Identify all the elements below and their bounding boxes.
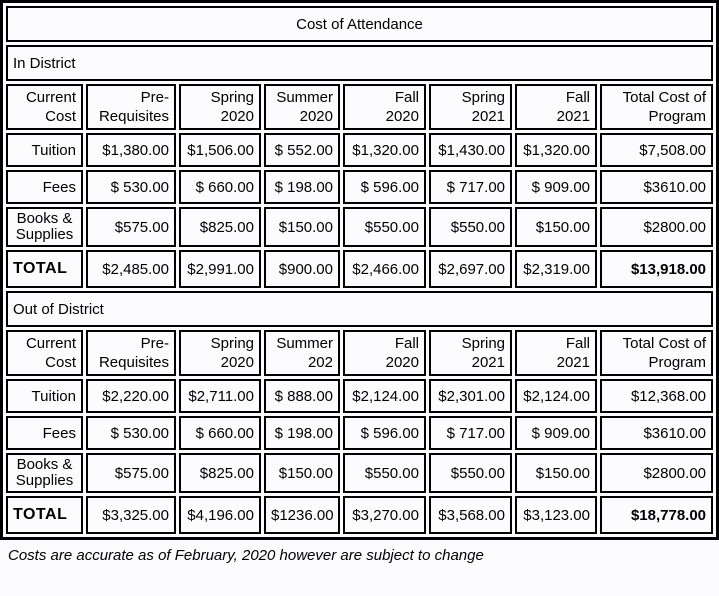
header-cell	[264, 84, 340, 130]
value-cell: $3610.00	[600, 170, 713, 204]
value-cell: $ 888.00	[264, 379, 340, 413]
header-cell-line: Spring	[461, 335, 505, 352]
total-value-cell: $2,485.00	[86, 250, 176, 288]
header-cell-line: 2020	[299, 108, 333, 125]
value-cell: $ 717.00	[429, 170, 512, 204]
row-label-line: Books &	[16, 210, 73, 227]
total-value-cell: $3,568.00	[429, 496, 512, 534]
total-value-cell: $4,196.00	[179, 496, 261, 534]
header-cell	[429, 84, 512, 130]
row-label-line: Tuition	[31, 141, 76, 159]
value-cell: $3610.00	[600, 416, 713, 450]
value-cell: $ 596.00	[343, 416, 426, 450]
value-cell: $ 909.00	[515, 416, 597, 450]
value-cell: $2800.00	[600, 453, 713, 493]
row-label-line: TOTAL	[13, 506, 68, 523]
row-label-line: Fees	[42, 178, 76, 196]
value-cell: $1,506.00	[179, 133, 261, 167]
value-cell: $825.00	[179, 453, 261, 493]
value-cell: $575.00	[86, 207, 176, 247]
total-value-cell: $1236.00	[264, 496, 340, 534]
header-cell	[86, 330, 176, 376]
header-cell-line: Cost	[45, 108, 76, 125]
row-label-line: TOTAL	[13, 260, 68, 277]
header-cell-line: 202	[307, 354, 333, 371]
value-cell: $825.00	[179, 207, 261, 247]
header-cell	[264, 330, 340, 376]
value-cell: $2,301.00	[429, 379, 512, 413]
value-cell: $150.00	[515, 453, 597, 493]
header-cell-line: Spring	[210, 335, 254, 352]
value-cell: $2,124.00	[515, 379, 597, 413]
header-cell	[600, 84, 713, 130]
total-value-cell: $3,123.00	[515, 496, 597, 534]
header-cell-line: 2021	[556, 354, 590, 371]
header-cell-line: 2020	[220, 354, 254, 371]
value-cell: $550.00	[429, 453, 512, 493]
cost-table-body	[6, 6, 713, 534]
header-cell	[86, 84, 176, 130]
value-cell: $ 530.00	[86, 416, 176, 450]
value-cell: $7,508.00	[600, 133, 713, 167]
row-label	[6, 416, 83, 450]
value-cell: $150.00	[515, 207, 597, 247]
header-cell-line: Fall	[565, 335, 590, 352]
value-cell: $1,320.00	[343, 133, 426, 167]
total-value-cell: $900.00	[264, 250, 340, 288]
header-cell-line: 2020	[385, 108, 419, 125]
table-title: Cost of Attendance	[6, 6, 713, 42]
header-cell	[6, 330, 83, 376]
header-cell-line: Pre-	[140, 89, 169, 106]
row-label	[6, 496, 83, 534]
header-cell-line: 2021	[471, 108, 505, 125]
header-cell-line: Summer	[276, 335, 333, 352]
value-cell: $150.00	[264, 207, 340, 247]
row-label-line: Supplies	[15, 472, 74, 489]
value-cell: $550.00	[429, 207, 512, 247]
value-cell: $2,124.00	[343, 379, 426, 413]
value-cell: $ 909.00	[515, 170, 597, 204]
header-cell	[343, 330, 426, 376]
header-cell	[515, 84, 597, 130]
row-label	[6, 207, 83, 247]
section-label: In District	[6, 45, 713, 81]
header-cell	[343, 84, 426, 130]
value-cell: $12,368.00	[600, 379, 713, 413]
header-cell-line: Current	[25, 89, 76, 106]
value-cell: $ 596.00	[343, 170, 426, 204]
row-label	[6, 379, 83, 413]
value-cell: $ 198.00	[264, 170, 340, 204]
value-cell: $ 660.00	[179, 170, 261, 204]
header-cell	[600, 330, 713, 376]
header-cell-line: 2020	[385, 354, 419, 371]
row-label-line: Supplies	[15, 226, 74, 243]
header-cell-line: Program	[648, 354, 707, 371]
value-cell: $2,711.00	[179, 379, 261, 413]
section-label: Out of District	[6, 291, 713, 327]
total-value-cell: $13,918.00	[600, 250, 713, 288]
value-cell: $2800.00	[600, 207, 713, 247]
total-value-cell: $3,270.00	[343, 496, 426, 534]
value-cell: $ 530.00	[86, 170, 176, 204]
value-cell: $ 660.00	[179, 416, 261, 450]
value-cell: $550.00	[343, 453, 426, 493]
value-cell: $ 717.00	[429, 416, 512, 450]
header-cell-line: Fall	[565, 89, 590, 106]
value-cell: $ 552.00	[264, 133, 340, 167]
header-cell-line: Requisites	[98, 108, 169, 125]
header-cell-line: Spring	[461, 89, 505, 106]
row-label	[6, 250, 83, 288]
total-value-cell: $2,991.00	[179, 250, 261, 288]
row-label-line: Fees	[42, 424, 76, 442]
row-label-line: Books &	[16, 456, 73, 473]
header-cell-line: Pre-	[140, 335, 169, 352]
total-value-cell: $2,466.00	[343, 250, 426, 288]
value-cell: $550.00	[343, 207, 426, 247]
header-cell	[179, 330, 261, 376]
header-cell-line: 2021	[471, 354, 505, 371]
total-value-cell: $18,778.00	[600, 496, 713, 534]
header-cell-line: Fall	[394, 89, 419, 106]
header-cell-line: Total Cost of	[622, 89, 707, 106]
header-cell	[515, 330, 597, 376]
header-cell-line: Program	[648, 108, 707, 125]
value-cell: $1,320.00	[515, 133, 597, 167]
header-cell-line: Summer	[276, 89, 333, 106]
value-cell: $ 198.00	[264, 416, 340, 450]
total-value-cell: $2,319.00	[515, 250, 597, 288]
header-cell-line: 2021	[556, 108, 590, 125]
value-cell: $1,380.00	[86, 133, 176, 167]
row-label	[6, 453, 83, 493]
header-cell-line: Cost	[45, 354, 76, 371]
header-cell-line: Fall	[394, 335, 419, 352]
total-value-cell: $3,325.00	[86, 496, 176, 534]
row-label-line: Tuition	[31, 387, 76, 405]
header-cell	[6, 84, 83, 130]
header-cell-line: Spring	[210, 89, 254, 106]
value-cell: $2,220.00	[86, 379, 176, 413]
row-label	[6, 133, 83, 167]
header-cell-line: 2020	[220, 108, 254, 125]
header-cell-line: Total Cost of	[622, 335, 707, 352]
header-cell	[179, 84, 261, 130]
cost-table	[3, 3, 716, 537]
value-cell: $1,430.00	[429, 133, 512, 167]
header-cell-line: Current	[25, 335, 76, 352]
value-cell: $575.00	[86, 453, 176, 493]
total-value-cell: $2,697.00	[429, 250, 512, 288]
header-cell-line: Requisites	[98, 354, 169, 371]
row-label	[6, 170, 83, 204]
header-cell	[429, 330, 512, 376]
footnote: Costs are accurate as of February, 2020 however are subject to change	[8, 547, 484, 564]
value-cell: $150.00	[264, 453, 340, 493]
